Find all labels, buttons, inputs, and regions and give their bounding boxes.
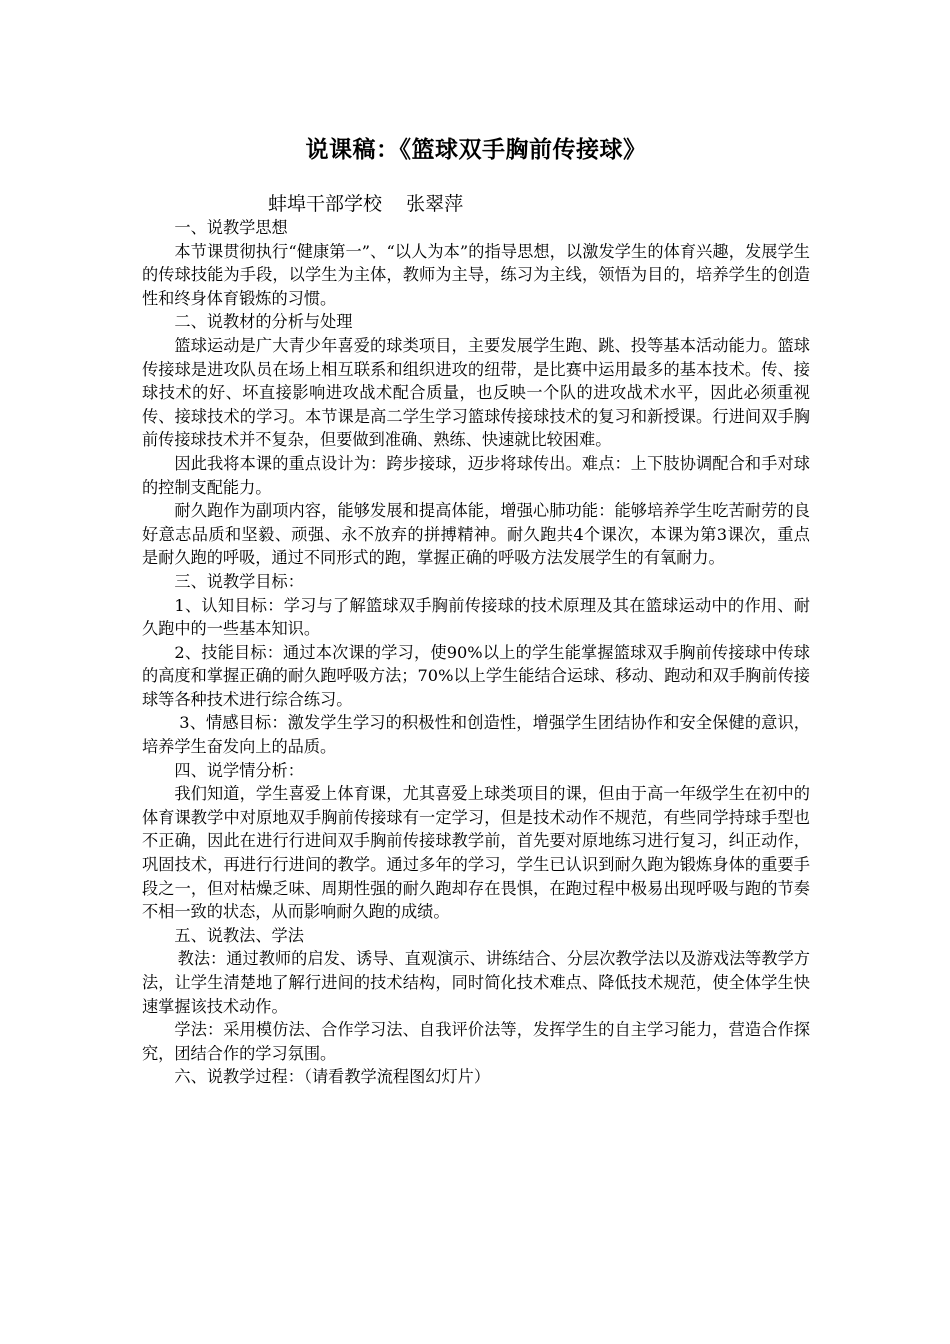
section-heading-methods: 五、说教法、学法: [174, 925, 304, 945]
paragraph: 我们知道，学生喜爱上体育课，尤其喜爱上球类项目的课，但由于高一年级学生在初中的体育课教学中对原地双手胸前传接球有一定学习，但是技术动作不规范，有些同学持球手型也不正确，因此在进行行进间双手胸前传接球教学前，首先要对原地练习进行复习，纠正动作，巩固技术，再进行行进间的教学。通过多年的学习，学生已认识到耐久跑为锻炼身体的重要手段之一，但对枯燥乏味、周期性强的耐久跑却存在畏惧，在跑过程中极易出现呼吸与跑的节奏不相一致的状态，从而影响耐久跑的成绩。: [142, 784, 810, 922]
section-heading-textbook-analysis: 二、说教材的分析与处理: [174, 312, 353, 332]
paragraph: 篮球运动是广大青少年喜爱的球类项目，主要发展学生跑、跳、投等基本活动能力。篮球传接球是进攻队员在场上相互联系和组织进攻的纽带，是比赛中运用最多的基本技术。传、接球技术的好、坏直接影响进攻战术配合质量，也反映一个队的进攻战术水平，因此必须重视传、接球技术的学习。本节课是高二学生学习篮球传接球技术的复习和新授课。行进间双手胸前传接球技术并不复杂，但要做到准确、熟练、快速就比较困难。: [142, 335, 810, 450]
section-heading-student-analysis: 四、说学情分析：: [174, 760, 304, 780]
document-body: [142, 134, 810, 1089]
section-heading-teaching-goals: 三、说教学目标：: [174, 571, 304, 591]
author-line: 蚌埠干部学校 张翠萍: [268, 193, 464, 215]
section-heading-teaching-philosophy: 一、说教学思想: [174, 218, 288, 237]
learning-method: 学法：采用模仿法、合作学习法、自我评价法等，发挥学生的自主学习能力，营造合作探究，团结合作的学习氛围。: [142, 1020, 810, 1063]
paragraph: 耐久跑作为副项内容，能够发展和提高体能，增强心肺功能：能够培养学生吃苦耐劳的良好意志品质和坚毅、顽强、永不放弃的拼搏精神。耐久跑共4个课次，本课为第3课次，重点是耐久跑的呼吸，通过不同形式的跑，掌握正确的呼吸方法发展学生的有氧耐力。: [142, 501, 810, 568]
goal-emotional: 3、情感目标：激发学生学习的积极性和创造性，增强学生团结协作和安全保健的意识，培养学生奋发向上的品质。: [142, 713, 810, 757]
document-title: 说课稿：《篮球双手胸前传接球》: [305, 137, 647, 163]
teaching-method: 教法：通过教师的启发、诱导、直观演示、讲练结合、分层次教学法以及游戏法等教学方法，让学生清楚地了解行进间的技术结构，同时简化技术难点、降低技术规范，使全体学生快速掌握该技术动作。: [142, 949, 810, 1016]
paragraph: 因此我将本课的重点设计为：跨步接球，迈步将球传出。难点：上下肢协调配合和手对球的控制支配能力。: [142, 453, 810, 497]
goal-cognitive: 1、认知目标：学习与了解篮球双手胸前传接球的技术原理及其在篮球运动中的作用、耐久跑中的一些基本知识。: [142, 595, 810, 639]
paragraph: 本节课贯彻执行“健康第一”、“以人为本”的指导思想，以激发学生的体育兴趣，发展学生的传球技能为手段，以学生为主体，教师为主导，练习为主线，领悟为目的，培养学生的创造性和终身体育锻炼的习惯。: [142, 241, 810, 308]
section-heading-teaching-process: 六、说教学过程：（请看教学流程图幻灯片）: [174, 1067, 491, 1087]
goal-skill: 2、技能目标：通过本次课的学习，使90%以上的学生能掌握篮球双手胸前传接球中传球的高度和掌握正确的耐久跑呼吸方法；70%以上学生能结合运球、移动、跑动和双手胸前传接球等各种技术进行综合练习。: [142, 642, 810, 709]
